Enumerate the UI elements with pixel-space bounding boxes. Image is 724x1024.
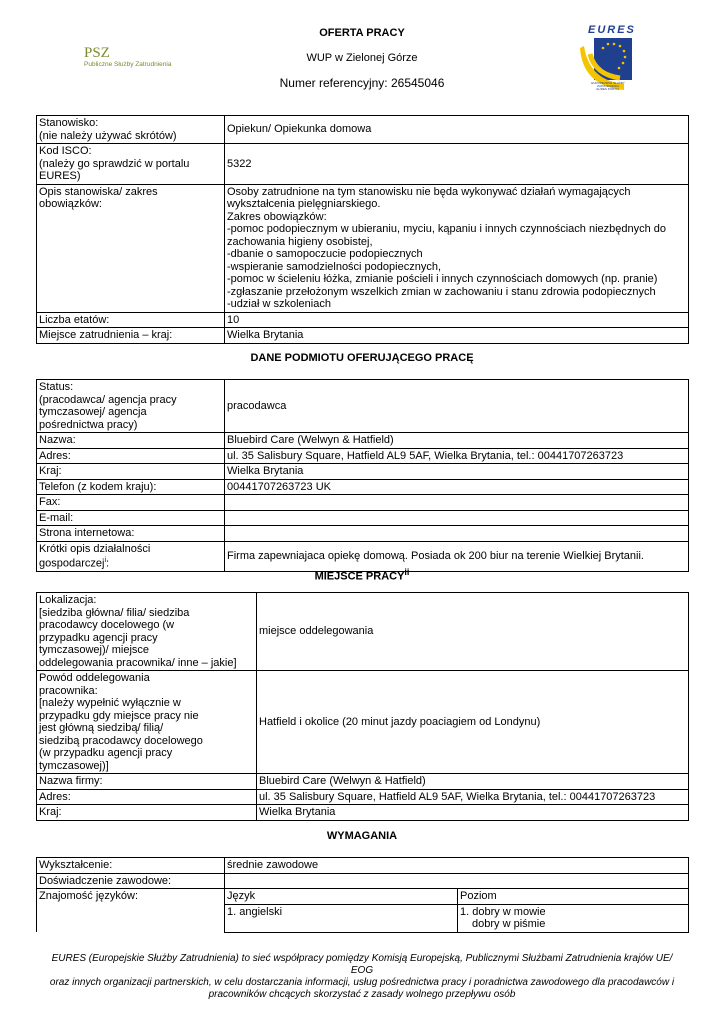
table-row bbox=[37, 789, 689, 805]
language-cell: 1. angielski bbox=[225, 904, 458, 932]
value-cell: ul. 35 Salisbury Square, Hatfield AL9 5AF, Wielka Brytania, tel.: 00441707263723 bbox=[257, 789, 689, 805]
value-cell: Bluebird Care (Welwyn & Hatfield) bbox=[257, 774, 689, 790]
eures-logo-sub1: EUROPEJSKIE SŁUŻBY bbox=[591, 81, 625, 85]
label-cell: Telefon (z kodem kraju): bbox=[37, 479, 225, 495]
label-cell: Kod ISCO: (należy go sprawdzić w portalu EURES) bbox=[37, 144, 225, 185]
table-row bbox=[37, 805, 689, 821]
psz-logo-abbr: PSZ bbox=[84, 45, 110, 61]
label-cell: Nazwa: bbox=[37, 433, 225, 449]
footer-note: EURES (Europejskie Służby Zatrudnienia) to sieć współpracy pomiędzy Komisją Europejską, Publicznymi Służbami Zatrudnienia krajów UE/ EOG oraz innych organizacji partnerskich, w celu dostarczania informacji, usług pośrednictwa pracy i poradnictwa zawodowego dla pracodawców i pracowników chcących skorzystać z zasady wolnego przepływu osób bbox=[49, 953, 675, 1000]
table-row bbox=[37, 495, 689, 511]
eures-logo-sub3: EURES PORTAL bbox=[596, 87, 620, 91]
psz-logo bbox=[84, 46, 184, 74]
table-row bbox=[37, 479, 689, 495]
employer-section-title: DANE PODMIOTU OFERUJĄCEGO PRACĘ bbox=[250, 352, 474, 364]
label-cell: Znajomość języków: bbox=[37, 889, 225, 933]
value-cell: Wielka Brytania bbox=[225, 464, 689, 480]
label-cell: Nazwa firmy: bbox=[37, 774, 257, 790]
lang-header-language: Język bbox=[225, 889, 458, 905]
eures-logo-sub2: ZATRUDNIENIA bbox=[597, 84, 619, 88]
psz-logo-full: Publiczne Służby Zatrudnienia bbox=[84, 61, 172, 68]
label-cell: Kraj: bbox=[37, 805, 257, 821]
label-cell: Lokalizacja: [siedziba główna/ filia/ siedziba pracodawcy docelowego (w przypadku agencji pracy tymczasowej)/ miejsce oddelegowania pracownika/ inne – jakie] bbox=[37, 593, 257, 671]
value-cell bbox=[225, 510, 689, 526]
table-row bbox=[37, 116, 689, 144]
requirements-table bbox=[36, 857, 689, 933]
reference-number: Numer referencyjny: 26545046 bbox=[279, 76, 445, 90]
office-name: WUP w Zielonej Górze bbox=[306, 52, 418, 64]
label-cell: Opis stanowiska/ zakres obowiązków: bbox=[37, 184, 225, 312]
table-row bbox=[37, 448, 689, 464]
value-cell bbox=[225, 495, 689, 511]
value-cell: Osoby zatrudnione na tym stanowisku nie będa wykonywać działań wymagających wykształcenia pielęgniarskiego. Zakres obowiązków: -pomoc podopiecznym w ubieraniu, myciu, kąpaniu i innych czynnościach niezbędnych do zachowania higieny osobistej, -dbanie o samopoczucie podopiecznych -wspieranie samodzielności podopiecznych, -pomoc w ścieleniu łóżka, zmianie pościeli i innych czynnościach domowych (np. pranie) -zgłaszanie przełożonym wszelkich zmian w zachowaniu i stanu zdrowia podopiecznych -udział w szkoleniach bbox=[225, 184, 689, 312]
document-title: OFERTA PRACY bbox=[319, 27, 405, 39]
table-row bbox=[37, 858, 689, 874]
table-row bbox=[37, 144, 689, 185]
eures-logo bbox=[580, 24, 636, 94]
level-cell: 1. dobry w mowie dobry w piśmie bbox=[458, 904, 689, 932]
table-row bbox=[37, 889, 689, 905]
value-cell: Hatfield i okolice (20 minut jazdy poaciagiem od Londynu) bbox=[257, 671, 689, 774]
label-cell: Strona internetowa: bbox=[37, 526, 225, 542]
table-row bbox=[37, 526, 689, 542]
requirements-section-title: WYMAGANIA bbox=[326, 830, 398, 842]
value-cell: Opiekun/ Opiekunka domowa bbox=[225, 116, 689, 144]
label-cell: Miejsce zatrudnienia – kraj: bbox=[37, 328, 225, 344]
table-row bbox=[37, 464, 689, 480]
label-cell: Doświadczenie zawodowe: bbox=[37, 873, 225, 889]
table-row bbox=[37, 184, 689, 312]
value-cell: Wielka Brytania bbox=[225, 328, 689, 344]
workplace-section-title: MIEJSCE PRACY$^{ii}$ bbox=[314, 567, 410, 583]
label-cell: Liczba etatów: bbox=[37, 312, 225, 328]
table-row bbox=[37, 593, 689, 671]
employer-table bbox=[36, 379, 689, 572]
table-row bbox=[37, 380, 689, 433]
table-row bbox=[37, 873, 689, 889]
value-cell: Firma zapewniajaca opiekę domową. Posiada ok 200 biur na terenie Wielkiej Brytanii. bbox=[225, 541, 689, 572]
label-cell: Wykształcenie: bbox=[37, 858, 225, 874]
value-cell: 5322 bbox=[225, 144, 689, 185]
value-cell: 00441707263723 UK bbox=[225, 479, 689, 495]
value-cell: Wielka Brytania bbox=[257, 805, 689, 821]
value-cell: średnie zawodowe bbox=[225, 858, 689, 874]
value-cell: Bluebird Care (Welwyn & Hatfield) bbox=[225, 433, 689, 449]
eures-logo-text: EURES bbox=[588, 24, 636, 36]
table-row bbox=[37, 433, 689, 449]
table-row bbox=[37, 671, 689, 774]
label-cell: Stanowisko: (nie należy używać skrótów) bbox=[37, 116, 225, 144]
label-cell: Kraj: bbox=[37, 464, 225, 480]
label-cell: Status: (pracodawca/ agencja pracy tymczasowej/ agencja pośrednictwa pracy) bbox=[37, 380, 225, 433]
label-cell: Powód oddelegowania pracownika: [należy wypełnić wyłącznie w przypadku gdy miejsce pracy nie jest główną siedzibą/ filią/ siedzibą pracodawcy docelowego (w przypadku agencji pracy tymczasowej)] bbox=[37, 671, 257, 774]
workplace-table bbox=[36, 592, 689, 821]
value-cell: ul. 35 Salisbury Square, Hatfield AL9 5AF, Wielka Brytania, tel.: 00441707263723 bbox=[225, 448, 689, 464]
position-table bbox=[36, 115, 689, 344]
lang-header-level: Poziom bbox=[458, 889, 689, 905]
value-cell: miejsce oddelegowania bbox=[257, 593, 689, 671]
value-cell: 10 bbox=[225, 312, 689, 328]
label-cell: E-mail: bbox=[37, 510, 225, 526]
label-cell: Adres: bbox=[37, 448, 225, 464]
value-cell: pracodawca bbox=[225, 380, 689, 433]
label-cell: Fax: bbox=[37, 495, 225, 511]
table-row bbox=[37, 312, 689, 328]
label-cell: Krótki opis działalności gospodarczej$^i$: bbox=[37, 541, 225, 572]
table-row bbox=[37, 774, 689, 790]
value-cell bbox=[225, 873, 689, 889]
table-row bbox=[37, 510, 689, 526]
value-cell bbox=[225, 526, 689, 542]
label-cell: Adres: bbox=[37, 789, 257, 805]
table-row bbox=[37, 328, 689, 344]
